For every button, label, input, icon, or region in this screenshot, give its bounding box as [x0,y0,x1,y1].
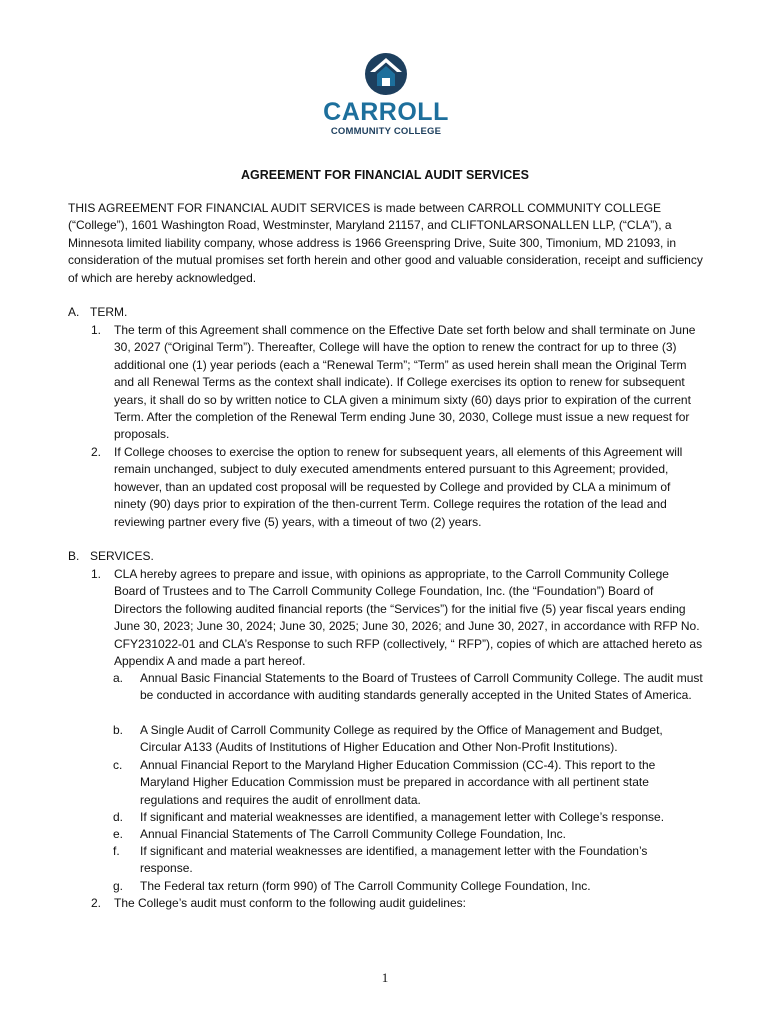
list-item [91,444,703,531]
sub-item-letter: f. [113,844,120,858]
item-number: 2. [91,896,102,910]
sub-item [113,722,703,757]
sub-item-text: If significant and material weaknesses are identified, a management letter with the Foundation’s response. [140,844,648,876]
sub-item [113,878,703,895]
house-emblem-icon [362,52,410,96]
section-title: SERVICES. [90,549,154,563]
sub-item [113,843,673,878]
item-text: CLA hereby agrees to prepare and issue, with opinions as appropriate, to the Carroll Community College Board of Trustees and to The Carroll Community College Foundation, Inc. (the “Foundation”) Board of Directors the following audited financial reports (the “Services”) for the initial five (5) year fiscal years ending June 30, 2023; June 30, 2024; June 30, 2025; June 30, 2026; and June 30, 2027, in accordance with RFP No. CFY231022-01 and CLA’s Response to such RFP (collectively, “ RFP”), copies of which are attached hereto as Appendix A and made a part hereof. [114,567,703,669]
logo-name: CARROLL [323,98,449,126]
sub-item [113,809,703,826]
item-number: 2. [91,445,102,459]
item-text: The College’s audit must conform to the following audit guidelines: [114,896,466,910]
college-logo [320,52,452,142]
sub-item-letter: g. [113,879,124,893]
section-a-heading [68,304,268,321]
section-label: B. [68,549,80,563]
section-label: A. [68,305,80,319]
sub-item-letter: c. [113,758,123,772]
list-item [91,566,703,670]
list-item [91,322,703,444]
sub-item-text: The Federal tax return (form 990) of The Carroll Community College Foundation, Inc. [140,879,591,893]
item-text: If College chooses to exercise the option to renew for subsequent years, all elements of this Agreement will remain unchanged, subject to duly executed amendments entered pursuant to this Agreement; provided, however, than an updated cost proposal will be requested by College and provided by CLA a minimum of ninety (90) days prior to expiration of the then-current Term. College requires the rotation of the lead and reviewing partner every five (5) years, with a timeout of two (2) years. [114,445,683,529]
sub-item [113,826,703,843]
item-number: 1. [91,323,102,337]
sub-item [113,670,703,705]
document-title: AGREEMENT FOR FINANCIAL AUDIT SERVICES [241,168,529,182]
sub-item-letter: d. [113,810,124,824]
intro-paragraph: THIS AGREEMENT FOR FINANCIAL AUDIT SERVICES is made between CARROLL COMMUNITY COLLEGE (“College”), 1601 Washington Road, Westminster, Maryland 21157, and CLIFTONLARSONALLEN LLP, (“CLA”), a Minnesota limited liability company, whose address is 1966 Greenspring Drive, Suite 300, Timonium, MD 21093, in consideration of the mutual promises set forth herein and other good and valuable consideration, receipt and sufficiency of which are hereby acknowledged. [68,201,703,285]
sub-item-letter: e. [113,827,124,841]
section-b-heading [68,548,268,565]
item-text: The term of this Agreement shall commence on the Effective Date set forth below and shall terminate on June 30, 2027 (“Original Term”). Thereafter, College will have the option to renew the contract for up to three (3) additional one (1) year periods (each a “Renewal Term”; “Term” as used herein shall mean the Original Term and all Renewal Terms as the context shall indicate). If College exercises its option to renew for subsequent years, it shall do so by written notice to CLA given a minimum sixty (60) days prior to expiration of the current Term. After the completion of the Renewal Term ending June 30, 2030, College must issue a new request for proposals. [114,323,696,442]
list-item [91,895,703,912]
sub-item-text: Annual Financial Statements of The Carroll Community College Foundation, Inc. [140,827,566,841]
sub-item-text: Annual Financial Report to the Maryland Higher Education Commission (CC-4). This report to the Maryland Higher Education Commission must be prepared in accordance with all pertinent state regulations and requires the audit of enrollment data. [140,758,656,807]
sub-item-letter: a. [113,671,124,685]
sub-item [113,757,703,809]
sub-item-text: A Single Audit of Carroll Community College as required by the Office of Management and Budget, Circular A133 (Audits of Institutions of Higher Education and Other Non-Profit Institutions). [140,723,663,755]
page-number: 1 [381,970,389,985]
sub-item-text: Annual Basic Financial Statements to the Board of Trustees of Carroll Community College. The audit must be conducted in accordance with auditing standards generally accepted in the United States of America. [140,671,703,703]
item-number: 1. [91,567,102,581]
sub-item-letter: b. [113,723,124,737]
logo-subtitle: COMMUNITY COLLEGE [330,126,442,137]
sub-item-text: If significant and material weaknesses are identified, a management letter with College’s response. [140,810,665,824]
section-title: TERM. [90,305,128,319]
